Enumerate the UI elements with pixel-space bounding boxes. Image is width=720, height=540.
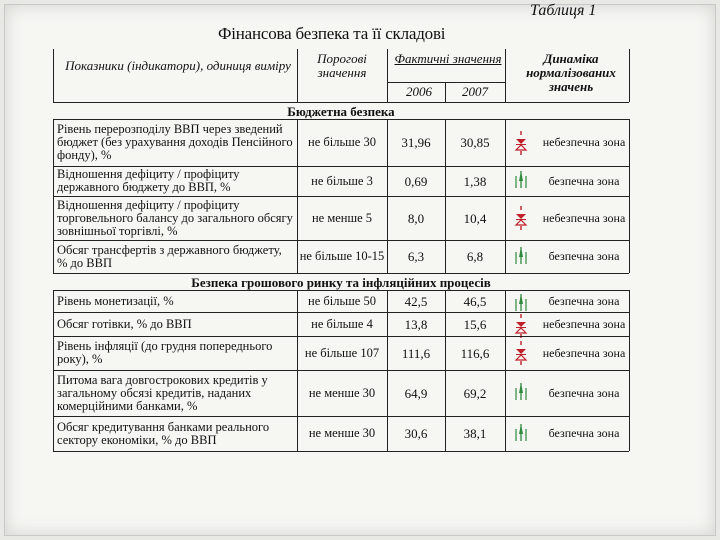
column-line [505, 312, 506, 336]
column-line [297, 370, 298, 416]
header-left-border [53, 49, 54, 102]
value-2006-cell: 111,6 [401, 345, 431, 361]
safe-arrows-icon [513, 421, 529, 447]
value-2006-cell: 8,0 [407, 210, 425, 226]
column-line [505, 370, 506, 416]
zone-cell: небезпечна зона [542, 210, 626, 225]
column-line [505, 290, 506, 312]
hazard-arrows-icon [513, 340, 529, 366]
value-2007-cell: 116,6 [460, 345, 490, 361]
column-line [297, 290, 298, 312]
value-2006-cell: 42,5 [404, 293, 428, 309]
column-line [629, 336, 630, 370]
header-indicator: Показники (індикатори), одиниця виміру [65, 58, 291, 73]
value-2007-cell: 15,6 [463, 316, 487, 332]
table-title: Фінансова безпека та її складові [218, 24, 446, 43]
value-2006-cell: 0,69 [404, 173, 428, 189]
threshold-cell: не більше 10-15 [299, 249, 385, 263]
column-line [53, 119, 54, 166]
column-line [53, 416, 54, 451]
indicator-cell: Обсяг трансфертів з державного бюджету, % до ВВП [57, 242, 282, 270]
table-number: Таблиця 1 [530, 2, 597, 19]
header-year-divider [445, 82, 446, 102]
threshold-cell: не менше 5 [311, 210, 373, 225]
column-line [505, 196, 506, 240]
threshold-cell: не більше 50 [308, 293, 376, 308]
value-2006-cell: 31,96 [401, 135, 431, 150]
indicator-cell: Питома вага довгострокових кредитів у загальному обсязі кредитів, наданих комерційними банками, % [57, 372, 268, 413]
column-line [53, 240, 54, 273]
column-line [297, 166, 298, 196]
section-top-line [53, 102, 629, 103]
section-title: Безпека грошового ринку та інфляційних процесів [191, 275, 491, 290]
column-line [297, 240, 298, 273]
indicator-cell: Відношення дефіциту / профіциту державного бюджету до ВВП, % [57, 167, 240, 194]
value-2006-cell: 6,3 [407, 249, 425, 264]
column-line [297, 336, 298, 370]
header-year-2006: 2006 [406, 84, 432, 99]
header-threshold: Порогові значення [317, 51, 367, 80]
hazard-arrows-icon [513, 205, 529, 231]
indicator-cell: Обсяг кредитування банками реального сектору економіки, % до ВВП [57, 419, 270, 447]
indicator-cell: Рівень монетизації, % [57, 293, 174, 308]
column-line [629, 240, 630, 273]
column-line [629, 166, 630, 196]
column-line [629, 312, 630, 336]
column-line [505, 416, 506, 451]
zone-cell: небезпечна зона [542, 316, 626, 331]
safe-arrows-icon [513, 244, 529, 270]
column-line [505, 166, 506, 196]
value-2006-cell: 64,9 [404, 385, 428, 401]
threshold-cell: не менше 30 [308, 426, 376, 440]
column-line [629, 416, 630, 451]
zone-cell: безпечна зона [548, 426, 620, 440]
indicator-cell: Відношення дефіциту / профіциту торговельного балансу до загального обсягу зовнішньої торгівлі, % [57, 197, 293, 238]
column-line [629, 290, 630, 312]
header-divider [387, 49, 388, 102]
column-line [629, 196, 630, 240]
column-line [505, 240, 506, 273]
header-divider [505, 49, 506, 102]
header-dynamics: Динаміка нормалізованих значень [526, 51, 616, 94]
zone-cell: безпечна зона [548, 385, 620, 400]
column-line [53, 290, 54, 312]
column-line [297, 119, 298, 166]
header-right-border [629, 49, 630, 102]
safe-arrows-icon [513, 380, 529, 406]
column-line [53, 166, 54, 196]
column-line [53, 312, 54, 336]
zone-cell: безпечна зона [548, 173, 620, 188]
column-line [53, 336, 54, 370]
indicator-cell: Рівень інфляції (до грудня попереднього року), % [57, 339, 273, 366]
zone-cell: безпечна зона [548, 293, 620, 308]
safe-arrows-icon [513, 168, 529, 194]
value-2007-cell: 46,5 [463, 293, 487, 309]
value-2007-cell: 1,38 [463, 173, 487, 189]
hazard-arrows-icon [513, 130, 529, 156]
value-2006-cell: 13,8 [404, 316, 428, 332]
row-line [53, 451, 629, 452]
zone-cell: небезпечна зона [542, 345, 626, 360]
column-line [629, 119, 630, 166]
value-2006-cell: 30,6 [404, 426, 428, 441]
column-line [53, 370, 54, 416]
column-line [629, 370, 630, 416]
value-2007-cell: 69,2 [463, 385, 487, 401]
section-top-line [53, 273, 629, 274]
threshold-cell: не більше 4 [311, 316, 373, 331]
header-divider [297, 49, 298, 102]
header-year-line [387, 82, 505, 83]
column-line [505, 336, 506, 370]
header-actual: Фактичні значення [394, 51, 502, 66]
column-line [505, 119, 506, 166]
indicator-cell: Рівень перерозподілу ВВП через зведений бюджет (без урахування доходів Пенсійного фонду), % [57, 122, 293, 162]
threshold-cell: не більше 3 [311, 173, 373, 188]
value-2007-cell: 10,4 [463, 210, 487, 226]
section-title: Бюджетна безпека [287, 104, 395, 119]
indicator-cell: Обсяг готівки, % до ВВП [57, 316, 192, 331]
column-line [297, 416, 298, 451]
zone-cell: небезпечна зона [542, 135, 626, 149]
column-line [297, 312, 298, 336]
value-2007-cell: 30,85 [460, 135, 490, 150]
threshold-cell: не більше 30 [308, 135, 376, 149]
threshold-cell: не більше 107 [304, 345, 380, 360]
column-line [297, 196, 298, 240]
financial-security-table [53, 49, 629, 504]
value-2007-cell: 38,1 [463, 426, 487, 441]
header-year-2007: 2007 [462, 84, 488, 99]
zone-cell: безпечна зона [548, 249, 620, 263]
value-2007-cell: 6,8 [466, 249, 484, 264]
threshold-cell: не менше 30 [308, 385, 376, 400]
column-line [53, 196, 54, 240]
